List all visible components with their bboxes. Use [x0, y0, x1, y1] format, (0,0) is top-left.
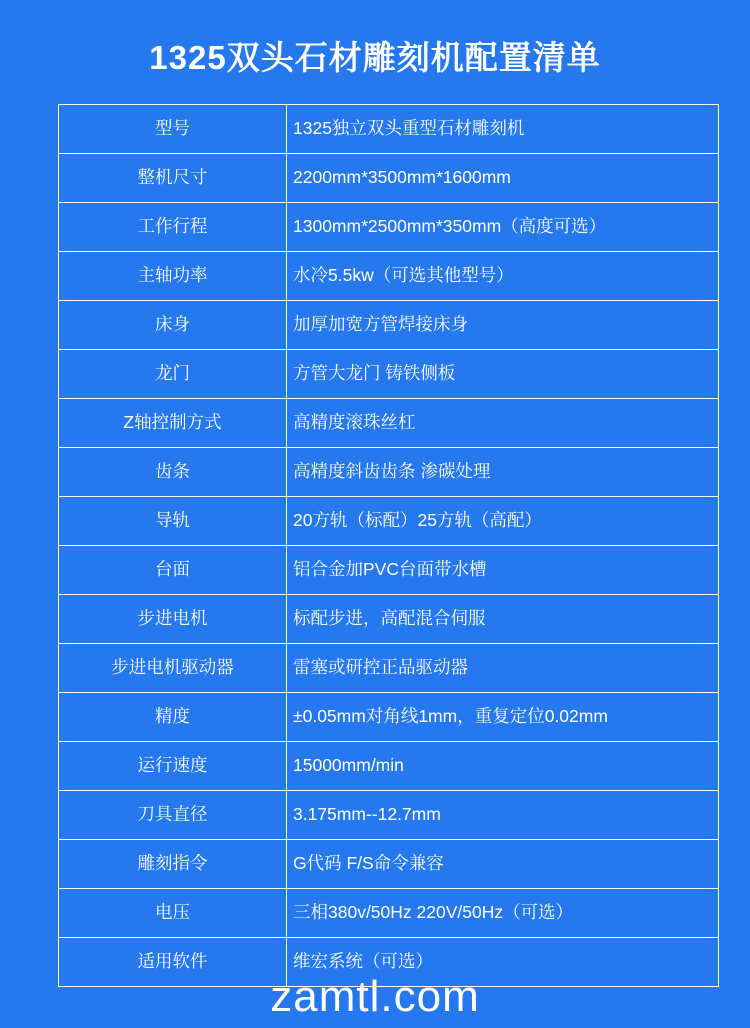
spec-value: 雷塞或研控正品驱动器: [287, 643, 719, 692]
table-row: [59, 349, 719, 398]
table-row: [59, 790, 719, 839]
spec-label: 刀具直径: [59, 790, 287, 839]
spec-value: G代码 F/S命令兼容: [287, 839, 719, 888]
spec-value: 15000mm/min: [287, 741, 719, 790]
table-row: [59, 496, 719, 545]
spec-label: 龙门: [59, 349, 287, 398]
spec-label: 齿条: [59, 447, 287, 496]
spec-value: 标配步进，高配混合伺服: [287, 594, 719, 643]
table-row: [59, 643, 719, 692]
table-row: [59, 251, 719, 300]
spec-table-body: [59, 104, 719, 986]
spec-label: 步进电机驱动器: [59, 643, 287, 692]
spec-label: 步进电机: [59, 594, 287, 643]
spec-value: 水冷5.5kw（可选其他型号）: [287, 251, 719, 300]
table-row: [59, 692, 719, 741]
spec-value: 20方轨（标配）25方轨（高配）: [287, 496, 719, 545]
spec-label: Z轴控制方式: [59, 398, 287, 447]
spec-label: 电压: [59, 888, 287, 937]
table-row: [59, 545, 719, 594]
spec-label: 主轴功率: [59, 251, 287, 300]
spec-label: 适用软件: [59, 937, 287, 986]
spec-label: 运行速度: [59, 741, 287, 790]
spec-value: 高精度滚珠丝杠: [287, 398, 719, 447]
spec-value: 1325独立双头重型石材雕刻机: [287, 104, 719, 153]
spec-value: 方管大龙门 铸铁侧板: [287, 349, 719, 398]
spec-label: 精度: [59, 692, 287, 741]
specification-table: [58, 104, 719, 987]
spec-table-container: [58, 104, 692, 987]
table-row: [59, 153, 719, 202]
spec-value: 三相380v/50Hz 220V/50Hz（可选）: [287, 888, 719, 937]
spec-value: 铝合金加PVC台面带水槽: [287, 545, 719, 594]
spec-label: 工作行程: [59, 202, 287, 251]
spec-value: 3.175mm--12.7mm: [287, 790, 719, 839]
table-row: [59, 104, 719, 153]
table-row: [59, 888, 719, 937]
watermark: zamtl.com: [270, 972, 480, 1021]
spec-label: 床身: [59, 300, 287, 349]
table-row: [59, 594, 719, 643]
table-row: [59, 202, 719, 251]
table-row: [59, 447, 719, 496]
table-row: [59, 839, 719, 888]
spec-label: 雕刻指令: [59, 839, 287, 888]
spec-value: 维宏系统（可选）: [287, 937, 719, 986]
spec-value: 1300mm*2500mm*350mm（高度可选）: [287, 202, 719, 251]
spec-value: 高精度斜齿齿条 渗碳处理: [287, 447, 719, 496]
spec-label: 整机尺寸: [59, 153, 287, 202]
table-row: [59, 398, 719, 447]
spec-value: 加厚加宽方管焊接床身: [287, 300, 719, 349]
spec-value: 2200mm*3500mm*1600mm: [287, 153, 719, 202]
table-row: [59, 741, 719, 790]
spec-label: 型号: [59, 104, 287, 153]
page-title: 1325双头石材雕刻机配置清单: [149, 39, 601, 76]
spec-label: 导轨: [59, 496, 287, 545]
spec-label: 台面: [59, 545, 287, 594]
table-row: [59, 300, 719, 349]
spec-value: ±0.05mm对角线1mm，重复定位0.02mm: [287, 692, 719, 741]
